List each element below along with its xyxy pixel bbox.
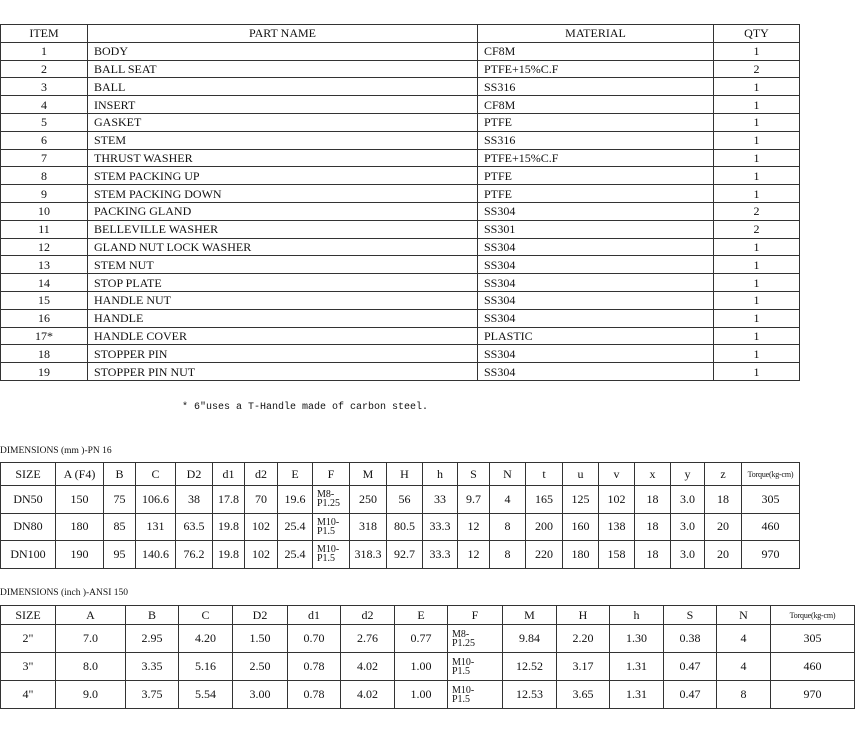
dim-cell: 25.4 [278, 541, 313, 569]
dim-cell: 5.16 [179, 653, 233, 681]
table-row [1, 113, 800, 131]
dim-header-cell: N [490, 463, 526, 486]
dim-cell: 102 [245, 541, 278, 569]
cell-item: 16 [1, 309, 88, 327]
cell-item: 11 [1, 220, 88, 238]
table-row [1, 220, 800, 238]
table-row [1, 681, 855, 709]
dim-cell: 1.00 [395, 653, 448, 681]
dim-cell: 106.6 [136, 486, 176, 514]
dim-cell: 12 [458, 541, 490, 569]
dim-header-row [1, 463, 800, 486]
cell-qty: 2 [714, 202, 800, 220]
dim-header-cell: D2 [233, 606, 288, 625]
cell-part-name: HANDLE NUT [88, 291, 478, 309]
table-row [1, 541, 800, 569]
dim-cell: 180 [563, 541, 599, 569]
header-part-name: PART NAME [88, 25, 478, 43]
dim-cell: DN100 [1, 541, 56, 569]
dim-cell: 1.30 [610, 625, 664, 653]
table-row [1, 185, 800, 203]
dim-cell: 95 [104, 541, 136, 569]
table-row [1, 291, 800, 309]
table-row [1, 625, 855, 653]
dim-header-cell: S [458, 463, 490, 486]
dim-header-cell: SIZE [1, 606, 56, 625]
dim-header-cell: S [664, 606, 717, 625]
dim-cell: 3.00 [233, 681, 288, 709]
dim-header-cell: d1 [213, 463, 245, 486]
dim-cell: 33.3 [423, 513, 458, 541]
cell-part-name: GASKET [88, 113, 478, 131]
dim-cell: 8 [490, 541, 526, 569]
table-row [1, 238, 800, 256]
cell-item: 18 [1, 345, 88, 363]
dim-cell: 8.0 [56, 653, 126, 681]
dim-cell: 25.4 [278, 513, 313, 541]
dim-cell: 3.17 [557, 653, 610, 681]
table-row [1, 327, 800, 345]
dim-cell: 165 [526, 486, 563, 514]
dim-cell: 0.78 [288, 653, 341, 681]
dim-header-row [1, 606, 855, 625]
parts-table [0, 24, 800, 381]
cell-material: SS301 [478, 220, 714, 238]
cell-item: 6 [1, 131, 88, 149]
dim-cell: 17.8 [213, 486, 245, 514]
dim-cell: 92.7 [387, 541, 423, 569]
dim-cell: 160 [563, 513, 599, 541]
dim-cell: 305 [771, 625, 855, 653]
dim-cell: 5.54 [179, 681, 233, 709]
cell-material: CF8M [478, 96, 714, 114]
dim-cell: 131 [136, 513, 176, 541]
table-row [1, 149, 800, 167]
dim-cell: 12.53 [503, 681, 557, 709]
dim-cell: 9.84 [503, 625, 557, 653]
dim-cell: M10- P1.5 [313, 541, 350, 569]
dim-cell: 0.47 [664, 653, 717, 681]
dim-cell: 12.52 [503, 653, 557, 681]
cell-qty: 1 [714, 345, 800, 363]
dim-cell: 4 [717, 653, 771, 681]
footnote: * 6"uses a T-Handle made of carbon steel. [182, 402, 429, 413]
dim-cell: 4.02 [341, 653, 395, 681]
dim-header-cell: u [563, 463, 599, 486]
dim-header-cell: E [278, 463, 313, 486]
dim-cell: 158 [599, 541, 635, 569]
dim-cell: 2.50 [233, 653, 288, 681]
dim-header-cell: h [610, 606, 664, 625]
cell-material: PLASTIC [478, 327, 714, 345]
dim-cell: 20 [705, 513, 742, 541]
cell-part-name: STEM PACKING UP [88, 167, 478, 185]
cell-qty: 1 [714, 113, 800, 131]
dim-cell: 3.35 [126, 653, 179, 681]
cell-part-name: STEM NUT [88, 256, 478, 274]
dim-cell: 318.3 [350, 541, 387, 569]
dim-cell: 3.65 [557, 681, 610, 709]
dim-cell: 1.50 [233, 625, 288, 653]
dim-cell: 138 [599, 513, 635, 541]
cell-material: SS304 [478, 363, 714, 381]
dim-cell: 4 [490, 486, 526, 514]
table-row [1, 96, 800, 114]
cell-part-name: INSERT [88, 96, 478, 114]
dimensions-mm-table [0, 462, 800, 569]
dim-cell: 4.20 [179, 625, 233, 653]
cell-material: SS304 [478, 238, 714, 256]
cell-material: SS304 [478, 202, 714, 220]
dim-header-cell: N [717, 606, 771, 625]
dim-cell: 19.6 [278, 486, 313, 514]
dim-cell: 0.78 [288, 681, 341, 709]
dim-cell: 70 [245, 486, 278, 514]
cell-part-name: PACKING GLAND [88, 202, 478, 220]
cell-qty: 1 [714, 291, 800, 309]
table-row [1, 345, 800, 363]
dim-header-cell: Torque(kg-cm) [771, 606, 855, 625]
dim-cell: 33 [423, 486, 458, 514]
dim-cell: 9.7 [458, 486, 490, 514]
cell-item: 1 [1, 42, 88, 60]
dim-header-cell: t [526, 463, 563, 486]
cell-item: 8 [1, 167, 88, 185]
dim-header-cell: F [448, 606, 503, 625]
parts-header-row [1, 25, 800, 43]
dim-cell: 2.20 [557, 625, 610, 653]
cell-qty: 1 [714, 167, 800, 185]
cell-material: SS316 [478, 131, 714, 149]
dim-cell: 18 [635, 513, 671, 541]
table-row [1, 274, 800, 292]
dim-cell: 2.76 [341, 625, 395, 653]
cell-material: SS304 [478, 274, 714, 292]
dim-cell: 125 [563, 486, 599, 514]
cell-item: 7 [1, 149, 88, 167]
dim-cell: 0.70 [288, 625, 341, 653]
dim-cell: 18 [705, 486, 742, 514]
dim-cell: 63.5 [176, 513, 213, 541]
dim-cell: 8 [490, 513, 526, 541]
dim-cell: 150 [56, 486, 104, 514]
dim-cell: 19.8 [213, 513, 245, 541]
cell-item: 17* [1, 327, 88, 345]
dim-cell: 38 [176, 486, 213, 514]
dim-cell: 3.75 [126, 681, 179, 709]
cell-item: 19 [1, 363, 88, 381]
header-material: MATERIAL [478, 25, 714, 43]
dim-cell: 0.77 [395, 625, 448, 653]
cell-material: PTFE [478, 185, 714, 203]
table-row [1, 42, 800, 60]
dim-cell: M8- P1.25 [448, 625, 503, 653]
cell-material: SS304 [478, 256, 714, 274]
dim-cell: 56 [387, 486, 423, 514]
cell-material: PTFE+15%C.F [478, 149, 714, 167]
cell-item: 5 [1, 113, 88, 131]
cell-qty: 1 [714, 238, 800, 256]
cell-item: 14 [1, 274, 88, 292]
cell-part-name: THRUST WASHER [88, 149, 478, 167]
dim-cell: DN50 [1, 486, 56, 514]
dim-cell: 220 [526, 541, 563, 569]
cell-material: CF8M [478, 42, 714, 60]
cell-material: SS304 [478, 309, 714, 327]
dim-cell: 20 [705, 541, 742, 569]
cell-qty: 1 [714, 149, 800, 167]
dim-header-cell: M [350, 463, 387, 486]
dim-cell: 2.95 [126, 625, 179, 653]
cell-part-name: STOPPER PIN NUT [88, 363, 478, 381]
cell-qty: 1 [714, 363, 800, 381]
dim-header-cell: H [557, 606, 610, 625]
table-row [1, 486, 800, 514]
dim-header-cell: x [635, 463, 671, 486]
cell-qty: 2 [714, 60, 800, 78]
dim-header-cell: F [313, 463, 350, 486]
table-row [1, 78, 800, 96]
dim-header-cell: C [136, 463, 176, 486]
dim-cell: 3.0 [671, 541, 705, 569]
dim-cell: 1.31 [610, 653, 664, 681]
cell-material: SS304 [478, 345, 714, 363]
dim-cell: 460 [771, 653, 855, 681]
cell-qty: 1 [714, 256, 800, 274]
table-row [1, 131, 800, 149]
dim-cell: 4" [1, 681, 56, 709]
cell-item: 9 [1, 185, 88, 203]
dim-cell: 80.5 [387, 513, 423, 541]
table-row [1, 60, 800, 78]
cell-part-name: BALL SEAT [88, 60, 478, 78]
dim-cell: 75 [104, 486, 136, 514]
dim-cell: M10- P1.5 [313, 513, 350, 541]
cell-material: SS304 [478, 291, 714, 309]
cell-qty: 1 [714, 78, 800, 96]
dim-header-cell: B [104, 463, 136, 486]
dim-cell: 0.38 [664, 625, 717, 653]
dim-cell: 3" [1, 653, 56, 681]
dim-cell: 318 [350, 513, 387, 541]
cell-material: PTFE [478, 167, 714, 185]
dim-header-cell: B [126, 606, 179, 625]
dim-header-cell: Torque(kg-cm) [742, 463, 800, 486]
dim-cell: 1.31 [610, 681, 664, 709]
dim-header-cell: v [599, 463, 635, 486]
dim-cell: 460 [742, 513, 800, 541]
dim-cell: 3.0 [671, 486, 705, 514]
cell-part-name: HANDLE COVER [88, 327, 478, 345]
cell-qty: 1 [714, 42, 800, 60]
dim-header-cell: D2 [176, 463, 213, 486]
dim-header-cell: C [179, 606, 233, 625]
table-row [1, 363, 800, 381]
cell-part-name: BODY [88, 42, 478, 60]
dim-cell: 970 [742, 541, 800, 569]
cell-item: 10 [1, 202, 88, 220]
dim-cell: 190 [56, 541, 104, 569]
dim-cell: M10- P1.5 [448, 681, 503, 709]
dim-cell: 7.0 [56, 625, 126, 653]
cell-material: PTFE [478, 113, 714, 131]
cell-part-name: GLAND NUT LOCK WASHER [88, 238, 478, 256]
table-row [1, 309, 800, 327]
cell-qty: 1 [714, 96, 800, 114]
dim-cell: 4.02 [341, 681, 395, 709]
dim-header-cell: H [387, 463, 423, 486]
table-row [1, 513, 800, 541]
cell-qty: 1 [714, 327, 800, 345]
dim-cell: 18 [635, 541, 671, 569]
dim-header-cell: A (F4) [56, 463, 104, 486]
dimensions-inch-table [0, 605, 855, 709]
cell-item: 13 [1, 256, 88, 274]
cell-part-name: STEM PACKING DOWN [88, 185, 478, 203]
cell-qty: 2 [714, 220, 800, 238]
header-item: ITEM [1, 25, 88, 43]
table-row [1, 256, 800, 274]
dim-cell: 19.8 [213, 541, 245, 569]
dim-cell: 9.0 [56, 681, 126, 709]
dim-cell: 85 [104, 513, 136, 541]
cell-item: 12 [1, 238, 88, 256]
dim-cell: 33.3 [423, 541, 458, 569]
dim-cell: 250 [350, 486, 387, 514]
dim-cell: 0.47 [664, 681, 717, 709]
dim-cell: 8 [717, 681, 771, 709]
cell-item: 4 [1, 96, 88, 114]
cell-item: 2 [1, 60, 88, 78]
table-row [1, 202, 800, 220]
dim-cell: 1.00 [395, 681, 448, 709]
dim-header-cell: SIZE [1, 463, 56, 486]
dim-cell: 4 [717, 625, 771, 653]
dim-cell: 2" [1, 625, 56, 653]
cell-part-name: HANDLE [88, 309, 478, 327]
dim-mm-caption: DIMENSIONS (mm )-PN 16 [0, 446, 112, 456]
cell-part-name: STOP PLATE [88, 274, 478, 292]
dim-cell: 3.0 [671, 513, 705, 541]
dim-header-cell: h [423, 463, 458, 486]
dim-cell: 102 [599, 486, 635, 514]
cell-item: 3 [1, 78, 88, 96]
dim-header-cell: E [395, 606, 448, 625]
dim-header-cell: M [503, 606, 557, 625]
dim-cell: 305 [742, 486, 800, 514]
dim-cell: M8- P1.25 [313, 486, 350, 514]
dim-cell: 76.2 [176, 541, 213, 569]
cell-qty: 1 [714, 185, 800, 203]
cell-part-name: BALL [88, 78, 478, 96]
cell-qty: 1 [714, 131, 800, 149]
cell-material: PTFE+15%C.F [478, 60, 714, 78]
dim-header-cell: d2 [245, 463, 278, 486]
dim-cell: 970 [771, 681, 855, 709]
dim-cell: 12 [458, 513, 490, 541]
dim-cell: 140.6 [136, 541, 176, 569]
dim-cell: 18 [635, 486, 671, 514]
cell-qty: 1 [714, 274, 800, 292]
cell-qty: 1 [714, 309, 800, 327]
cell-part-name: STOPPER PIN [88, 345, 478, 363]
dim-header-cell: y [671, 463, 705, 486]
cell-part-name: STEM [88, 131, 478, 149]
dim-cell: 180 [56, 513, 104, 541]
cell-part-name: BELLEVILLE WASHER [88, 220, 478, 238]
dim-header-cell: d1 [288, 606, 341, 625]
dim-cell: M10- P1.5 [448, 653, 503, 681]
header-qty: QTY [714, 25, 800, 43]
cell-material: SS316 [478, 78, 714, 96]
dim-header-cell: A [56, 606, 126, 625]
table-row [1, 167, 800, 185]
dim-inch-caption: DIMENSIONS (inch )-ANSI 150 [0, 588, 128, 598]
dim-header-cell: d2 [341, 606, 395, 625]
dim-cell: 200 [526, 513, 563, 541]
dim-cell: 102 [245, 513, 278, 541]
dim-header-cell: z [705, 463, 742, 486]
dim-cell: DN80 [1, 513, 56, 541]
table-row [1, 653, 855, 681]
cell-item: 15 [1, 291, 88, 309]
